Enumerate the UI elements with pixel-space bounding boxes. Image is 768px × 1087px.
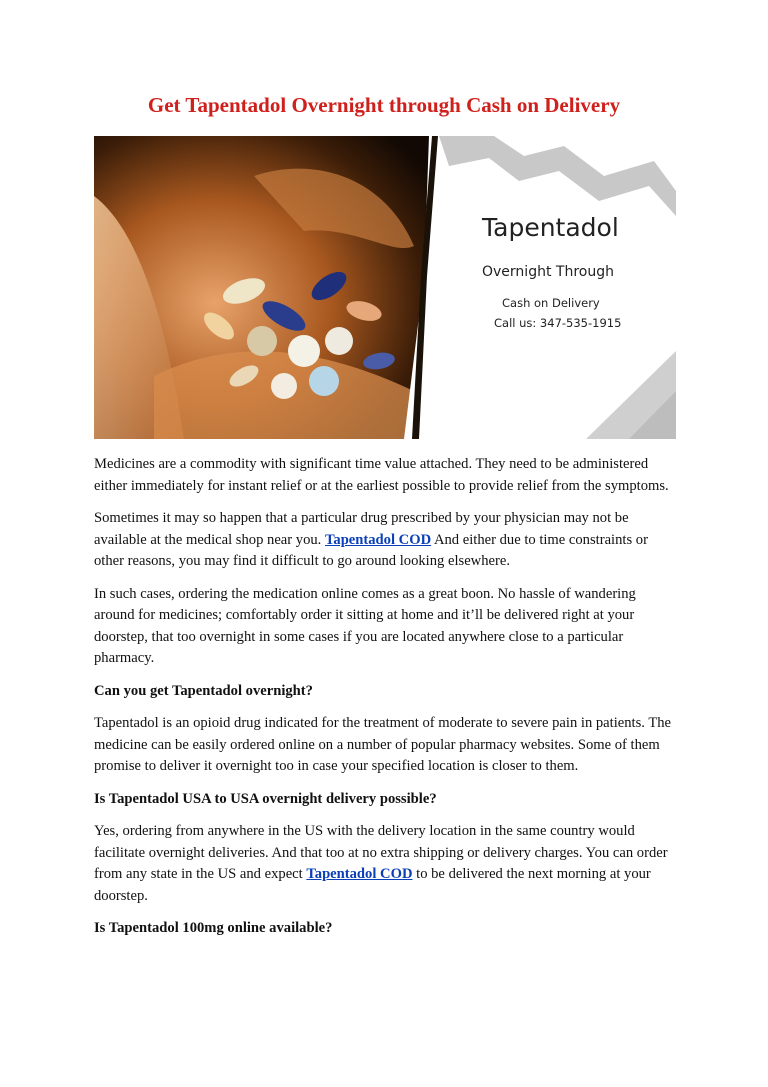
banner-phone: Call us: 347-535-1915: [494, 316, 622, 330]
banner-line2: Cash on Delivery: [502, 296, 600, 310]
text-span: Yes, ordering from anywhere in the US with the delivery location in the same country would facilitate overnight deliveries. And that too at no extra shipping or delivery charges. You can order from any state in the US and expect: [94, 823, 668, 882]
paragraph: In such cases, ordering the medication online comes as a great boon. No hassle of wandering around for medicines; comfortably order it sitting at home and it’ll be delivered right at your doorstep, that too overnight in some cases if you are located anywhere close to a particular pharmacy.: [94, 585, 636, 666]
paragraph: [94, 821, 678, 907]
paragraph: Medicines are a commodity with significant time value attached. They need to be administered either immediately for instant relief or at the earliest possible to provide relief from the symptoms.: [94, 456, 669, 494]
tapentadol-cod-link[interactable]: Tapentadol COD: [325, 531, 432, 548]
section-heading: Can you get Tapentadol overnight?: [94, 682, 313, 699]
pills-photo: [94, 136, 439, 439]
text-span: And either due to time constraints or other reasons, you may find it difficult to go around looking elsewhere.: [94, 531, 648, 569]
section-heading: Is Tapentadol 100mg online available?: [94, 920, 333, 936]
paragraph: [94, 508, 678, 573]
article-body: [94, 454, 678, 951]
banner-brand: Tapentadol: [482, 213, 619, 242]
banner-image: [94, 136, 676, 439]
paragraph: Tapentadol is an opioid drug indicated for the treatment of moderate to severe pain in patients. The medicine can be easily ordered online on a number of popular pharmacy websites. Some of them promise to deliver it overnight too in case your specified location is closer to them.: [94, 715, 672, 774]
page-title: Get Tapentadol Overnight through Cash on Delivery: [147, 93, 621, 117]
section-heading: Is Tapentadol USA to USA overnight delivery possible?: [94, 790, 437, 807]
text-span: Sometimes it may so happen that a particular drug prescribed by your physician may not be available at the medical shop near you.: [94, 510, 629, 548]
banner-line1: Overnight Through: [482, 264, 614, 280]
tapentadol-cod-link[interactable]: Tapentadol COD: [306, 866, 413, 882]
text-span: to be delivered the next morning at your doorstep.: [94, 866, 651, 904]
